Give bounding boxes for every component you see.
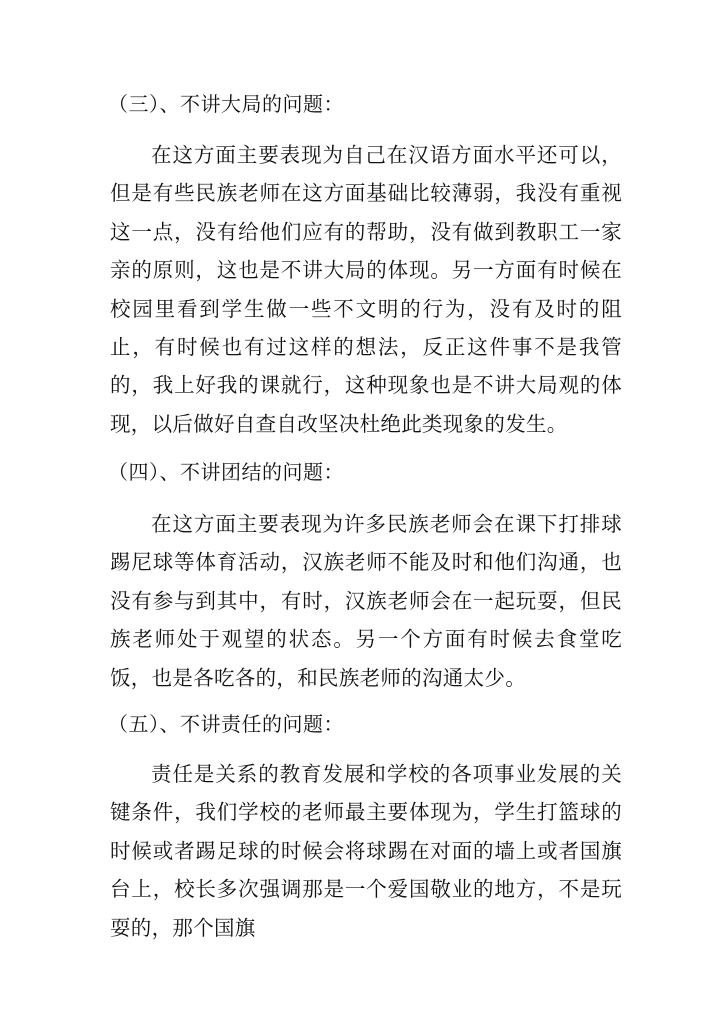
section-paragraph-5: 责任是关系的教育发展和学校的各项事业发展的关键条件，我们学校的老师最主要体现为，学生打篮球的时候或者踢足球的时候会将球踢在对面的墙上或者国旗台上，校长多次强调那是一个爱国敬业的地方，不是玩耍的，那个国旗 [110,762,622,940]
section-heading-3: （三）、不讲大局的问题： [108,92,344,116]
section-heading-5: （五）、不讲责任的问题： [108,712,344,736]
section-paragraph-4: 在这方面主要表现为许多民族老师会在课下打排球踢尼球等体育活动，汉族老师不能及时和他们沟通，也没有参与到其中，有时，汉族老师会在一起玩耍，但民族老师处于观望的状态。另一个方面有时候去食堂吃饭，也是各吃各的，和民族老师的沟通太少。 [110,512,622,690]
section-paragraph-3: 在这方面主要表现为自己在汉语方面水平还可以，但是有些民族老师在这方面基础比较薄弱，我没有重视这一点，没有给他们应有的帮助，没有做到教职工一家亲的原则，这也是不讲大局的体现。另一方面有时候在校园里看到学生做一些不文明的行为，没有及时的阻止，有时候也有过这样的想法，反正这件事不是我管的，我上好我的课就行，这种现象也是不讲大局观的体现，以后做好自查自改坚决杜绝此类现象的发生。 [110,143,622,436]
section-heading-4: （四）、不讲团结的问题： [108,460,344,484]
